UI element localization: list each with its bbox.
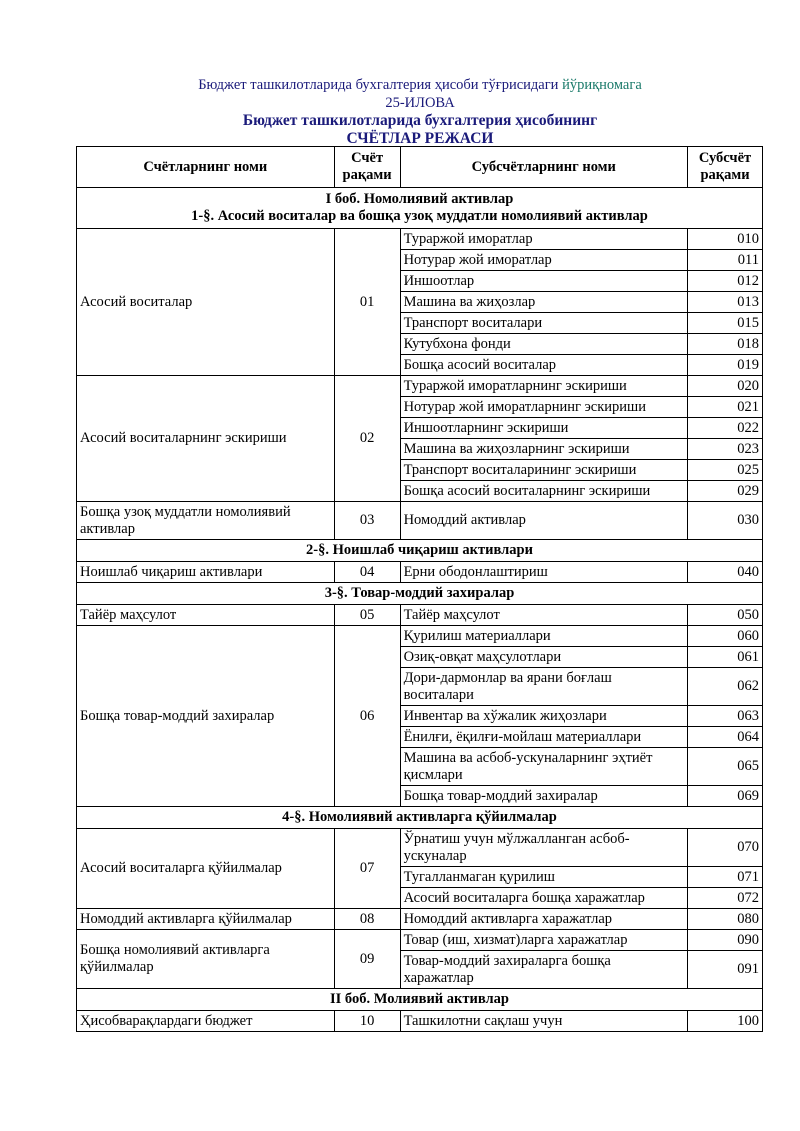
section-row [77,188,763,229]
subaccount-number: 091 [688,951,763,989]
subaccount-name: Иншоотлар [400,271,687,292]
subaccount-name: Транспорт воситаларининг эскириши [400,460,687,481]
subaccount-name: Ташкилотни сақлаш учун [400,1011,687,1032]
subaccount-name: Иншоотларнинг эскириши [400,418,687,439]
subaccount-number: 063 [688,706,763,727]
subaccount-name: Тайёр маҳсулот [400,605,687,626]
subaccount-name: Тураржой иморатлар [400,229,687,250]
document-subtitle: СЧЁТЛАР РЕЖАСИ [346,130,494,147]
account-name: Номоддий активларга қўйилмалар [77,909,335,930]
account-number: 06 [334,626,400,807]
table-row [77,562,763,583]
subaccount-number: 030 [688,502,763,540]
section-title: 2-§. Ноишлаб чиқариш активлари [77,540,763,562]
subaccount-number: 029 [688,481,763,502]
subaccount-name: Бошқа товар-моддий захиралар [400,786,687,807]
subaccount-number: 100 [688,1011,763,1032]
section-row [77,540,763,562]
subaccount-name: Кутубхона фонди [400,334,687,355]
table-row [77,829,763,867]
subaccount-name: Машина ва жиҳозларнинг эскириши [400,439,687,460]
account-number: 04 [334,562,400,583]
table-row [77,502,763,540]
subaccount-name: Номоддий активлар [400,502,687,540]
subaccount-name: Транспорт воситалари [400,313,687,334]
table-row [77,930,763,951]
subaccount-number: 070 [688,829,763,867]
chapter-title: II боб. Молиявий активлар [77,989,763,1011]
subaccount-name: Тугалланмаган қурилиш [400,867,687,888]
table-row [77,605,763,626]
subaccount-number: 060 [688,626,763,647]
subaccount-number: 072 [688,888,763,909]
chapter-heading [77,188,763,229]
subaccount-number: 019 [688,355,763,376]
account-number: 09 [334,930,400,989]
account-number: 05 [334,605,400,626]
column-header: Субсчётларнинг номи [400,147,687,188]
regulation-reference [0,76,800,94]
subaccount-number: 040 [688,562,763,583]
table-row [77,1011,763,1032]
subaccount-number: 023 [688,439,763,460]
subaccount-number: 069 [688,786,763,807]
table-row [77,229,763,250]
regulation-reference-text: Бюджет ташкилотларида бухгалтерия ҳисоби тўғрисидаги [198,77,559,93]
section-row [77,807,763,829]
subaccount-name: Тураржой иморатларнинг эскириши [400,376,687,397]
account-name: Асосий воситаларга қўйилмалар [77,829,335,909]
table-row [77,626,763,647]
subaccount-name: Ёнилғи, ёқилғи-мойлаш материаллари [400,727,687,748]
subaccount-number: 013 [688,292,763,313]
chapter-title: I боб. Номолиявий активлар [325,191,514,207]
section-title: 1-§. Асосий воситалар ва бошқа узоқ муддатли номолиявий активлар [191,208,648,224]
account-number: 03 [334,502,400,540]
section-title: 3-§. Товар-моддий захиралар [77,583,763,605]
subaccount-number: 020 [688,376,763,397]
subaccount-name: Бошқа асосий воситаларнинг эскириши [400,481,687,502]
section-title: 4-§. Номолиявий активларга қўйилмалар [77,807,763,829]
account-number: 08 [334,909,400,930]
account-name: Асосий воситаларнинг эскириши [77,376,335,502]
account-name: Бошқа узоқ муддатли номолиявий активлар [77,502,335,540]
subaccount-number: 012 [688,271,763,292]
account-name: Ҳисобварақлардаги бюджет [77,1011,335,1032]
section-row [77,583,763,605]
subaccount-name: Машина ва жиҳозлар [400,292,687,313]
column-header: Субсчёт рақами [688,147,763,188]
subaccount-name: Товар (иш, хизмат)ларга харажатлар [400,930,687,951]
subaccount-name: Товар-моддий захираларга бошқа харажатлар [400,951,687,989]
subaccount-number: 022 [688,418,763,439]
subaccount-number: 065 [688,748,763,786]
account-name: Бошқа номолиявий активларга қўйилмалар [77,930,335,989]
account-number: 02 [334,376,400,502]
subaccount-name: Асосий воситаларга бошқа харажатлар [400,888,687,909]
subaccount-name: Бошқа асосий воситалар [400,355,687,376]
table-row [77,376,763,397]
subaccount-number: 018 [688,334,763,355]
account-name: Ноишлаб чиқариш активлари [77,562,335,583]
chart-of-accounts-table [76,146,763,1032]
account-number: 10 [334,1011,400,1032]
document-header [0,76,800,148]
subaccount-number: 010 [688,229,763,250]
table-row [77,909,763,930]
subaccount-number: 064 [688,727,763,748]
subaccount-name: Номоддий активларга харажатлар [400,909,687,930]
subaccount-name: Ўрнатиш учун мўлжалланган асбоб-ускуналар [400,829,687,867]
subaccount-number: 061 [688,647,763,668]
subaccount-number: 021 [688,397,763,418]
account-name: Асосий воситалар [77,229,335,376]
account-number: 07 [334,829,400,909]
subaccount-name: Нотурар жой иморатларнинг эскириши [400,397,687,418]
column-header: Счёт рақами [334,147,400,188]
subaccount-name: Нотурар жой иморатлар [400,250,687,271]
account-name: Бошқа товар-моддий захиралар [77,626,335,807]
subaccount-name: Машина ва асбоб-ускуналарнинг эҳтиёт қисмлари [400,748,687,786]
subaccount-number: 080 [688,909,763,930]
subaccount-name: Озиқ-овқат маҳсулотлари [400,647,687,668]
subaccount-number: 062 [688,668,763,706]
regulation-link[interactable]: йўриқномага [562,77,642,93]
subaccount-number: 050 [688,605,763,626]
subaccount-name: Ерни ободонлаштириш [400,562,687,583]
table-header-row [77,147,763,188]
subaccount-number: 071 [688,867,763,888]
appendix-label: 25-ИЛОВА [385,95,455,111]
column-header: Счётларнинг номи [77,147,335,188]
subaccount-name: Дори-дармонлар ва ярани боғлаш воситалари [400,668,687,706]
subaccount-number: 090 [688,930,763,951]
subaccount-number: 015 [688,313,763,334]
subaccount-name: Инвентар ва хўжалик жиҳозлари [400,706,687,727]
account-number: 01 [334,229,400,376]
subaccount-number: 025 [688,460,763,481]
subaccount-number: 011 [688,250,763,271]
document-title: Бюджет ташкилотларида бухгалтерия ҳисобининг [242,112,598,129]
section-row [77,989,763,1011]
account-name: Тайёр маҳсулот [77,605,335,626]
subaccount-name: Қурилиш материаллари [400,626,687,647]
